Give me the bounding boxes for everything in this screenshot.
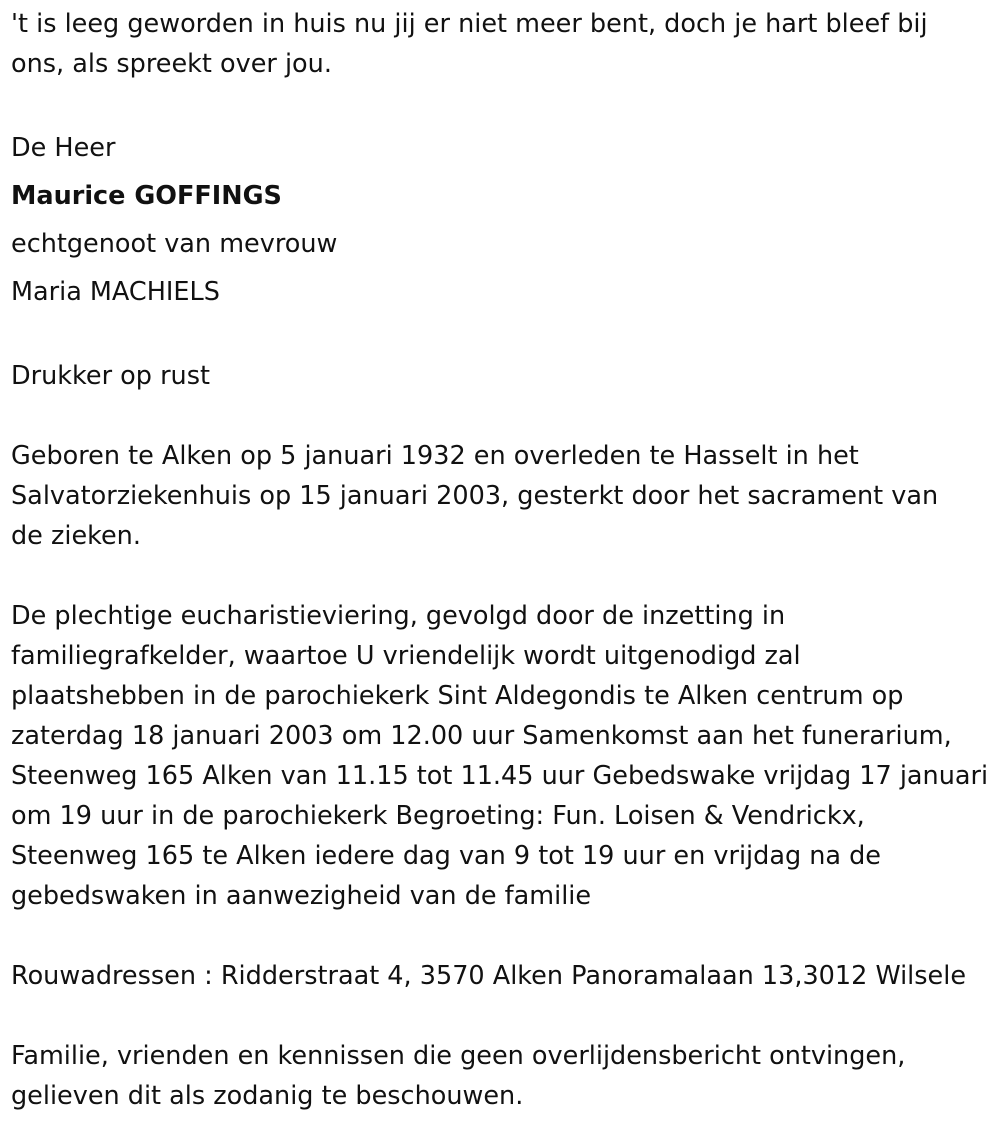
- person-title: De Heer: [11, 133, 116, 163]
- spouse-name: Maria MACHIELS: [11, 277, 220, 307]
- closing-line: Familie, vrienden en kennissen die geen overlijdensbericht ontvingen,: [11, 1041, 906, 1071]
- ceremony-line: zaterdag 18 januari 2003 om 12.00 uur Samenkomst aan het funerarium,: [11, 721, 952, 751]
- person-relation: echtgenoot van mevrouw: [11, 229, 338, 259]
- ceremony-paragraph: [11, 596, 996, 916]
- ceremony-line: gebedswaken in aanwezigheid van de familie: [11, 881, 592, 911]
- birth-death-line: Salvatorziekenhuis op 15 januari 2003, gesterkt door het sacrament van: [11, 481, 939, 511]
- person-block: [11, 124, 996, 316]
- ceremony-line: familiegrafkelder, waartoe U vriendelijk wordt uitgenodigd zal: [11, 641, 801, 671]
- birth-death-line: Geboren te Alken op 5 januari 1932 en overleden te Hasselt in het: [11, 441, 859, 471]
- paragraph-gap: [11, 84, 996, 124]
- birth-death-paragraph: [11, 436, 996, 556]
- mourning-addresses: Rouwadressen : Ridderstraat 4, 3570 Alken Panoramalaan 13,3012 Wilsele: [11, 961, 967, 991]
- paragraph-gap: [11, 556, 996, 596]
- ceremony-line: plaatshebben in de parochiekerk Sint Aldegondis te Alken centrum op: [11, 681, 904, 711]
- birth-death-line: de zieken.: [11, 521, 141, 551]
- paragraph-gap: [11, 316, 996, 356]
- person-name: Maurice GOFFINGS: [11, 181, 282, 211]
- obituary-text: [11, 4, 996, 1116]
- ceremony-line: Steenweg 165 te Alken iedere dag van 9 tot 19 uur en vrijdag na de: [11, 841, 882, 871]
- intro-paragraph: [11, 4, 996, 84]
- intro-line: ons, als spreekt over jou.: [11, 49, 332, 79]
- closing-line: gelieven dit als zodanig te beschouwen.: [11, 1081, 524, 1111]
- intro-line: 't is leeg geworden in huis nu jij er niet meer bent, doch je hart bleef bij: [11, 9, 928, 39]
- paragraph-gap: [11, 396, 996, 436]
- ceremony-line: om 19 uur in de parochiekerk Begroeting: Fun. Loisen & Vendrickx,: [11, 801, 865, 831]
- ceremony-line: De plechtige eucharistieviering, gevolgd door de inzetting in: [11, 601, 786, 631]
- ceremony-line: Steenweg 165 Alken van 11.15 tot 11.45 uur Gebedswake vrijdag 17 januari: [11, 761, 989, 791]
- paragraph-gap: [11, 996, 996, 1036]
- occupation: Drukker op rust: [11, 361, 211, 391]
- closing-paragraph: [11, 1036, 996, 1116]
- paragraph-gap: [11, 916, 996, 956]
